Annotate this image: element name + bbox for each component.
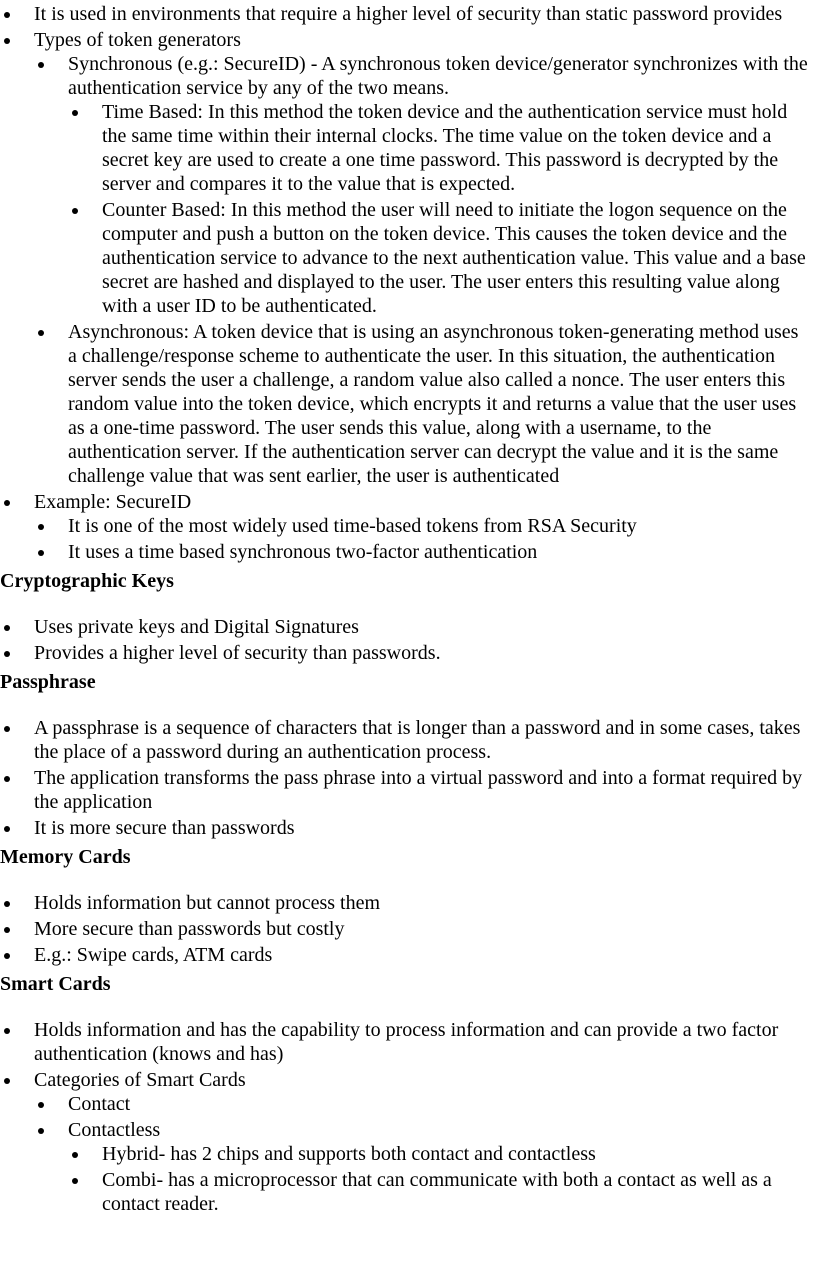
list-item-text: It is used in environments that require a higher level of security than static password provides xyxy=(34,3,783,25)
list-item xyxy=(34,514,810,538)
list-item-text: Contactless xyxy=(68,1119,161,1141)
token-types-list xyxy=(34,52,810,488)
contactless-types-list xyxy=(68,1142,810,1216)
section-heading-smart-cards: Smart Cards xyxy=(0,973,111,995)
list-item-text: E.g.: Swipe cards, ATM cards xyxy=(34,944,273,966)
smart-cards-list xyxy=(0,1018,810,1216)
sync-methods-list xyxy=(68,100,810,318)
list-item xyxy=(68,1142,810,1166)
list-item xyxy=(0,615,810,639)
list-item-text: Categories of Smart Cards xyxy=(34,1069,246,1091)
list-item xyxy=(68,198,810,318)
list-item xyxy=(0,891,810,915)
list-item-text: Counter Based: In this method the user will need to initiate the logon sequence on the computer and push a button on the token device. This causes the token device and the authentication service to advance to the next authentication value. This value and a base secret are hashed and displayed to the user. The user enters this resulting value along with a user ID to be authenticated. xyxy=(102,199,806,317)
list-item xyxy=(0,2,810,26)
token-list xyxy=(0,2,810,564)
list-item xyxy=(0,28,810,488)
list-item xyxy=(0,917,810,941)
list-item xyxy=(68,100,810,196)
list-item-text: Contact xyxy=(68,1093,131,1115)
list-item xyxy=(34,1092,810,1116)
list-item xyxy=(0,1068,810,1216)
list-item xyxy=(34,320,810,488)
list-item xyxy=(0,816,810,840)
list-item-text: Example: SecureID xyxy=(34,491,192,513)
smart-card-categories-list xyxy=(34,1092,810,1216)
list-item xyxy=(0,766,810,814)
section-heading-memory-cards: Memory Cards xyxy=(0,846,131,868)
list-item-text: It is more secure than passwords xyxy=(34,817,295,839)
list-item-text: Time Based: In this method the token device and the authentication service must hold the same time within their internal clocks. The time value on the token device and a secret key are used to create a one time password. This password is decrypted by the server and compares it to the value that is expected. xyxy=(102,101,788,195)
list-item-text: A passphrase is a sequence of characters that is longer than a password and in some cases, takes the place of a password during an authentication process. xyxy=(34,717,801,763)
list-item xyxy=(34,1118,810,1216)
list-item xyxy=(0,943,810,967)
list-item-text: Uses private keys and Digital Signatures xyxy=(34,616,359,638)
list-item-text: Hybrid- has 2 chips and supports both contact and contactless xyxy=(102,1143,596,1165)
passphrase-list xyxy=(0,716,810,840)
list-item-text: Asynchronous: A token device that is using an asynchronous token-generating method uses a challenge/response scheme to authenticate the user. In this situation, the authentication server sends the user a challenge, a random value also called a nonce. The user enters this random value into the token device, which encrypts it and returns a value that the user uses as a one-time password. The user sends this value, along with a username, to the authentication server. If the authentication server can decrypt the value and it is the same challenge value that was sent earlier, the user is authenticated xyxy=(68,321,799,487)
example-list xyxy=(34,514,810,564)
list-item-text: More secure than passwords but costly xyxy=(34,918,345,940)
section-heading-passphrase: Passphrase xyxy=(0,671,96,693)
list-item-text: Synchronous (e.g.: SecureID) - A synchronous token device/generator synchronizes with the authentication service by any of the two means. xyxy=(68,53,808,99)
list-item-text: Provides a higher level of security than passwords. xyxy=(34,642,441,664)
crypto-keys-list xyxy=(0,615,810,665)
list-item-text: Types of token generators xyxy=(34,29,241,51)
list-item-text: It is one of the most widely used time-based tokens from RSA Security xyxy=(68,515,637,537)
list-item xyxy=(0,1018,810,1066)
list-item-text: It uses a time based synchronous two-factor authentication xyxy=(68,541,538,563)
list-item-text: The application transforms the pass phrase into a virtual password and into a format required by the application xyxy=(34,767,803,813)
list-item xyxy=(0,641,810,665)
memory-cards-list xyxy=(0,891,810,967)
list-item-text: Holds information and has the capability to process information and can provide a two factor authentication (knows and has) xyxy=(34,1019,779,1065)
list-item-text: Combi- has a microprocessor that can communicate with both a contact as well as a contact reader. xyxy=(102,1169,772,1215)
list-item xyxy=(68,1168,810,1216)
list-item xyxy=(34,52,810,318)
list-item xyxy=(0,490,810,564)
list-item xyxy=(0,716,810,764)
section-heading-cryptographic-keys: Cryptographic Keys xyxy=(0,570,174,592)
list-item-text: Holds information but cannot process them xyxy=(34,892,381,914)
list-item xyxy=(34,540,810,564)
